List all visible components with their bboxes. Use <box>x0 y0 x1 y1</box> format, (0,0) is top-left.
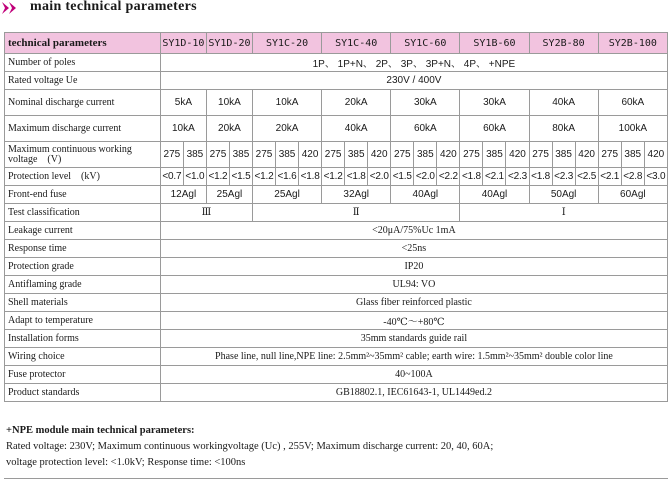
table-cell: <1.5 <box>391 168 414 186</box>
table-cell: 385 <box>276 142 299 168</box>
antiflaming-value: UL94: VO <box>160 276 667 294</box>
table-row <box>5 186 668 204</box>
table-cell: 275 <box>598 142 621 168</box>
table-cell: 25Agl <box>252 186 321 204</box>
table-cell: <1.2 <box>252 168 275 186</box>
table-cell: <2.3 <box>552 168 575 186</box>
footnote-title: +NPE module main technical parameters: <box>6 425 195 436</box>
table-row <box>5 90 668 116</box>
table-row <box>5 294 668 312</box>
footnote-line: Rated voltage: 230V; Maximum continuous workingvoltage (Uc) , 255V; Maximum discharge current: 20, 40, 60A; <box>6 441 494 452</box>
page-title: main technical parameters <box>30 0 197 14</box>
table-cell: 30kA <box>391 90 460 116</box>
table-row <box>5 72 668 90</box>
table-row <box>5 142 668 168</box>
table-cell: 10kA <box>160 116 206 142</box>
model-header: SY1C-20 <box>252 33 321 54</box>
row-label: Number of poles <box>5 54 161 72</box>
row-label: Fuse protector <box>5 366 161 384</box>
row-label: Installation forms <box>5 330 161 348</box>
row-label: Nominal discharge current <box>5 90 161 116</box>
table-cell: 10kA <box>206 90 252 116</box>
row-label: Protection level (kV) <box>5 168 161 186</box>
poles-value: 1P、 1P+N、 2P、 3P、 3P+N、 4P、 +NPE <box>160 54 667 72</box>
table-cell: 275 <box>160 142 183 168</box>
table-cell: Ⅰ <box>460 204 668 222</box>
table-cell: 20kA <box>322 90 391 116</box>
table-cell: 275 <box>322 142 345 168</box>
table-cell: <2.1 <box>598 168 621 186</box>
table-cell: 40Agl <box>460 186 529 204</box>
table-cell: 385 <box>621 142 644 168</box>
model-header: SY1D-10 <box>160 33 206 54</box>
table-row <box>5 366 668 384</box>
shell-value: Glass fiber reinforced plastic <box>160 294 667 312</box>
table-cell: 420 <box>575 142 598 168</box>
table-cell: <2.2 <box>437 168 460 186</box>
table-cell: <1.8 <box>460 168 483 186</box>
standards-value: GB18802.1, IEC61643-1, UL1449ed.2 <box>160 384 667 402</box>
table-cell: <1.8 <box>345 168 368 186</box>
row-label: Maximum discharge current <box>5 116 161 142</box>
table-cell: <1.8 <box>529 168 552 186</box>
npe-footnote <box>6 423 666 471</box>
row-label: Wiring choice <box>5 348 161 366</box>
wiring-value: Phase line, null line,NPE line: 2.5mm²~35mm² cable; earth wire: 1.5mm²~35mm² double color line <box>160 348 667 366</box>
table-cell: <3.0 <box>644 168 667 186</box>
table-cell: 25Agl <box>206 186 252 204</box>
protection-grade-value: IP20 <box>160 258 667 276</box>
table-cell: 5kA <box>160 90 206 116</box>
row-label: Response time <box>5 240 161 258</box>
table-cell: <1.5 <box>229 168 252 186</box>
table-cell: 420 <box>299 142 322 168</box>
installation-value: 35mm standards guide rail <box>160 330 667 348</box>
table-row <box>5 54 668 72</box>
header-label: technical parameters <box>5 33 161 54</box>
row-label: Test classification <box>5 204 161 222</box>
table-cell: 275 <box>391 142 414 168</box>
row-label: Product standards <box>5 384 161 402</box>
model-header: SY2B-80 <box>529 33 598 54</box>
table-cell: 275 <box>529 142 552 168</box>
row-label: Front-end fuse <box>5 186 161 204</box>
table-cell: 275 <box>460 142 483 168</box>
row-label: Antiflaming grade <box>5 276 161 294</box>
row-label: Protection grade <box>5 258 161 276</box>
table-row <box>5 330 668 348</box>
rated-voltage-value: 230V / 400V <box>160 72 667 90</box>
row-label: Adapt to temperature <box>5 312 161 330</box>
table-cell: Ⅲ <box>160 204 252 222</box>
table-cell: <2.3 <box>506 168 529 186</box>
table-row <box>5 384 668 402</box>
row-label: Maximum continuous working voltage (V) <box>5 142 161 168</box>
model-header: SY1D-20 <box>206 33 252 54</box>
temperature-value: -40℃～+80℃ <box>160 312 667 330</box>
table-cell: 275 <box>252 142 275 168</box>
model-header: SY1B-60 <box>460 33 529 54</box>
table-cell: 385 <box>183 142 206 168</box>
table-cell: 40kA <box>529 90 598 116</box>
table-row <box>5 168 668 186</box>
table-row <box>5 258 668 276</box>
table-cell: <1.8 <box>299 168 322 186</box>
table-cell: 50Agl <box>529 186 598 204</box>
table-cell: 60Agl <box>598 186 667 204</box>
table-cell: <0.7 <box>160 168 183 186</box>
table-cell: 420 <box>437 142 460 168</box>
table-cell: <2.0 <box>368 168 391 186</box>
table-cell: 60kA <box>598 90 667 116</box>
table-cell: 100kA <box>598 116 667 142</box>
table-cell: 385 <box>345 142 368 168</box>
table-cell: <2.5 <box>575 168 598 186</box>
table-cell: 30kA <box>460 90 529 116</box>
table-cell: 420 <box>368 142 391 168</box>
table-cell: 60kA <box>391 116 460 142</box>
table-cell: <2.8 <box>621 168 644 186</box>
table-cell: 385 <box>483 142 506 168</box>
table-row <box>5 204 668 222</box>
table-cell: 385 <box>229 142 252 168</box>
table-cell: 385 <box>414 142 437 168</box>
table-cell: <1.2 <box>322 168 345 186</box>
table-cell: 20kA <box>206 116 252 142</box>
table-cell: 385 <box>552 142 575 168</box>
model-header: SY1C-60 <box>391 33 460 54</box>
table-cell: <1.0 <box>183 168 206 186</box>
table-cell: 20kA <box>252 116 321 142</box>
table-cell: 60kA <box>460 116 529 142</box>
model-header: SY1C-40 <box>322 33 391 54</box>
row-label: Leakage current <box>5 222 161 240</box>
response-value: <25ns <box>160 240 667 258</box>
table-cell: 420 <box>506 142 529 168</box>
table-cell: 40kA <box>322 116 391 142</box>
footnote-line: voltage protection level: <1.0kV; Response time: <100ns <box>6 457 246 468</box>
bottom-divider <box>4 478 668 479</box>
table-row <box>5 348 668 366</box>
table-cell: <1.2 <box>206 168 229 186</box>
leakage-value: <20μA/75%Uc 1mA <box>160 222 667 240</box>
table-cell: 275 <box>206 142 229 168</box>
table-row <box>5 276 668 294</box>
table-cell: <2.1 <box>483 168 506 186</box>
table-cell: <2.0 <box>414 168 437 186</box>
model-header: SY2B-100 <box>598 33 667 54</box>
double-arrow-icon <box>2 2 24 14</box>
table-cell: 12Agl <box>160 186 206 204</box>
table-header-row <box>5 33 668 54</box>
table-cell: <1.6 <box>276 168 299 186</box>
table-cell: 40Agl <box>391 186 460 204</box>
table-row <box>5 312 668 330</box>
table-row <box>5 116 668 142</box>
table-cell: 10kA <box>252 90 321 116</box>
table-cell: Ⅱ <box>252 204 459 222</box>
table-cell: 32Agl <box>322 186 391 204</box>
row-label: Rated voltage Ue <box>5 72 161 90</box>
table-row <box>5 222 668 240</box>
table-row <box>5 240 668 258</box>
fuse-protector-value: 40~100A <box>160 366 667 384</box>
row-label: Shell materials <box>5 294 161 312</box>
table-cell: 80kA <box>529 116 598 142</box>
table-cell: 420 <box>644 142 667 168</box>
specs-table <box>4 32 668 402</box>
